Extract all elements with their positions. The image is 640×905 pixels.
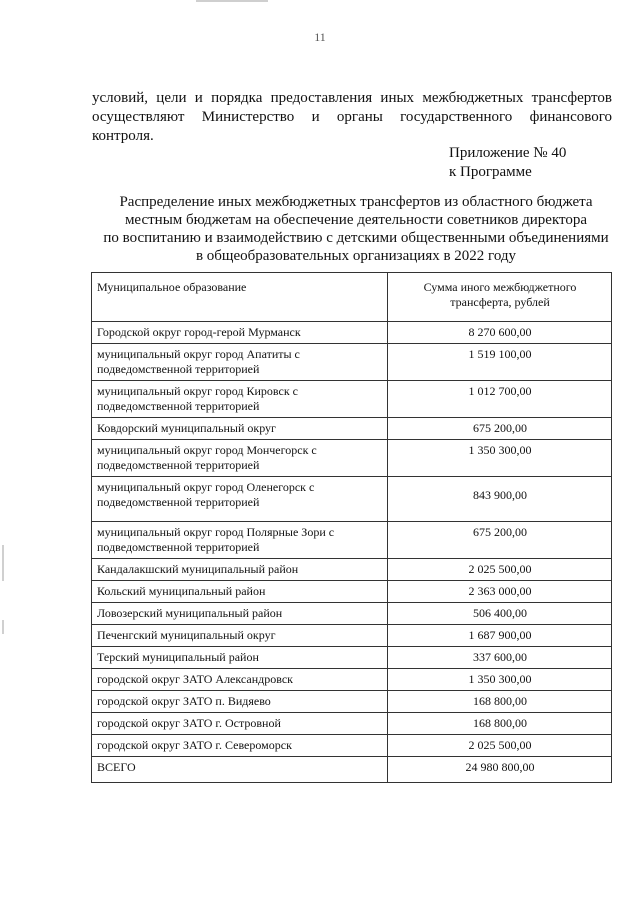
sum-cell: 1 350 300,00 <box>388 440 612 477</box>
heading-line: местным бюджетам на обеспечение деятельности советников директора <box>124 212 588 228</box>
municipality-cell: муниципальный округ город Кировск с подведомственной территорией <box>92 381 388 418</box>
sum-cell: 168 800,00 <box>388 691 612 713</box>
heading-line: по воспитанию и взаимодействию с детскими общественными объединениями <box>103 230 609 246</box>
table-row <box>92 603 612 625</box>
paragraph-line: осуществляют Министерство и органы государственного финансового <box>92 109 612 125</box>
table-row <box>92 559 612 581</box>
table-row <box>92 713 612 735</box>
table-row <box>92 735 612 757</box>
document-heading <box>76 193 636 265</box>
paragraph-line: контроля. <box>92 128 154 144</box>
sum-cell: 1 687 900,00 <box>388 625 612 647</box>
table-row <box>92 522 612 559</box>
scan-artifact-side-1 <box>2 545 4 581</box>
sum-cell: 2 025 500,00 <box>388 735 612 757</box>
municipality-cell: Городской округ город-герой Мурманск <box>92 322 388 344</box>
municipality-cell: городской округ ЗАТО г. Островной <box>92 713 388 735</box>
municipality-cell: Ловозерский муниципальный район <box>92 603 388 625</box>
municipality-cell: городской округ ЗАТО Александровск <box>92 669 388 691</box>
sum-cell: 337 600,00 <box>388 647 612 669</box>
table-row <box>92 344 612 381</box>
municipality-cell: городской округ ЗАТО г. Североморск <box>92 735 388 757</box>
municipality-cell: Терский муниципальный район <box>92 647 388 669</box>
municipality-cell: Кандалакшский муниципальный район <box>92 559 388 581</box>
table-row <box>92 647 612 669</box>
sum-cell: 8 270 600,00 <box>388 322 612 344</box>
sum-cell: 506 400,00 <box>388 603 612 625</box>
sum-cell: 2 025 500,00 <box>388 559 612 581</box>
appendix-program: к Программе <box>449 164 532 180</box>
intro-paragraph <box>92 89 612 146</box>
table-row <box>92 581 612 603</box>
paragraph-line: условий, цели и порядка предоставления иных межбюджетных трансфертов <box>92 90 612 106</box>
table-total-row <box>92 757 612 783</box>
header-sum: Сумма иного межбюджетного трансферта, рублей <box>388 273 612 322</box>
sum-cell: 168 800,00 <box>388 713 612 735</box>
sum-cell: 675 200,00 <box>388 522 612 559</box>
municipality-cell: муниципальный округ город Полярные Зори с подведомственной территорией <box>92 522 388 559</box>
municipality-cell: городской округ ЗАТО п. Видяево <box>92 691 388 713</box>
table-row <box>92 440 612 477</box>
appendix-label <box>449 144 566 182</box>
sum-cell: 1 519 100,00 <box>388 344 612 381</box>
municipality-cell: Печенгский муниципальный округ <box>92 625 388 647</box>
sum-cell: 2 363 000,00 <box>388 581 612 603</box>
header-municipality: Муниципальное образование <box>92 273 388 322</box>
page-number: 11 <box>314 30 326 44</box>
heading-line: в общеобразовательных организациях в 2022 году <box>195 248 517 264</box>
table-row <box>92 418 612 440</box>
table-row <box>92 322 612 344</box>
transfers-table <box>91 272 612 783</box>
appendix-number: Приложение № 40 <box>449 145 567 161</box>
total-sum-cell: 24 980 800,00 <box>388 757 612 783</box>
table-row <box>92 381 612 418</box>
sum-cell: 1 350 300,00 <box>388 669 612 691</box>
municipality-cell: муниципальный округ город Оленегорск с подведомственной территорией <box>92 477 388 522</box>
heading-line: Распределение иных межбюджетных трансфертов из областного бюджета <box>119 194 593 210</box>
municipality-cell: муниципальный округ город Апатиты с подведомственной территорией <box>92 344 388 381</box>
municipality-cell: Ковдорский муниципальный округ <box>92 418 388 440</box>
scan-artifact-top <box>196 0 268 2</box>
municipality-cell: муниципальный округ город Мончегорск с подведомственной территорией <box>92 440 388 477</box>
sum-cell: 675 200,00 <box>388 418 612 440</box>
table-row <box>92 691 612 713</box>
sum-cell: 843 900,00 <box>388 477 612 522</box>
table-row <box>92 625 612 647</box>
scan-artifact-side-2 <box>2 620 4 634</box>
total-label-cell: ВСЕГО <box>92 757 388 783</box>
table-row <box>92 669 612 691</box>
table-row <box>92 477 612 522</box>
table-header-row <box>92 273 612 322</box>
sum-cell: 1 012 700,00 <box>388 381 612 418</box>
municipality-cell: Кольский муниципальный район <box>92 581 388 603</box>
